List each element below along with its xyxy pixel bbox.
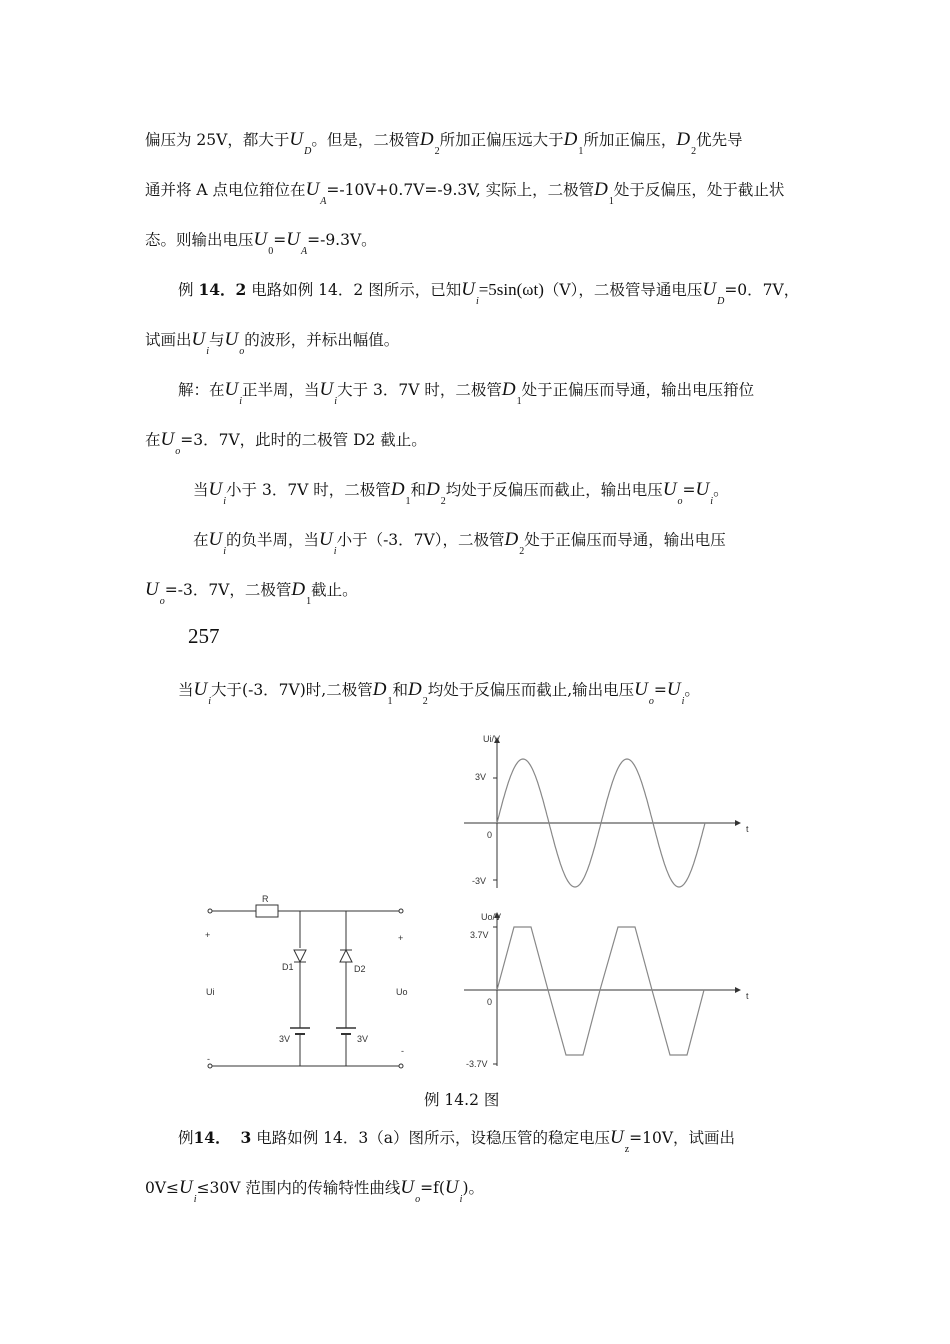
example-14-2-statement: 例 14．2 电路如例 14．2 图所示，已知$U_i=5\sin(\omega t)(V)$，二极管导通电压$U_D=0$．7V， <box>178 279 800 307</box>
battery-2-label: 3V <box>357 1034 369 1044</box>
solution-line-1: 解：在$U_i$正半周，当$U_i$大于 3．7V 时，二极管$D_1$处于正偏压而导通，输出电压箝位 <box>178 379 755 407</box>
uo-x-label: t <box>746 991 749 1001</box>
plus-right: + <box>398 933 404 943</box>
figure-caption: 例 14.2 图 <box>424 1091 500 1109</box>
d2-label: D2 <box>354 964 366 974</box>
input-label: Ui <box>206 987 215 997</box>
resistor-label: R <box>262 894 269 904</box>
solution-line-4: 在$U_i$的负半周，当$U_i$小于（-3．7V），二极管$D_2$处于正偏压而导通，输出电压 <box>193 529 726 557</box>
ui-tick-zero: 0 <box>487 830 493 840</box>
solution-line-6: 当$U_i$大于(-3．7V)时,二极管$D_1$和$D_2$均处于反偏压而截止,输出电压$U_o=U_i$。 <box>178 679 700 707</box>
output-waveform-plot <box>464 913 740 1066</box>
circuit-diagram <box>208 905 403 1068</box>
ui-y-label: Ui/V <box>483 734 501 744</box>
uo-tick-zero: 0 <box>487 997 493 1007</box>
terminal-out-bottom <box>399 1064 403 1068</box>
input-waveform-plot <box>464 738 740 888</box>
ui-tick-neg: -3V <box>472 876 487 886</box>
ui-sine-curve <box>497 759 705 887</box>
diode-d1-symbol <box>294 950 306 962</box>
terminal-in-top <box>208 909 212 913</box>
terminal-out-top <box>399 909 403 913</box>
output-label: Uo <box>396 987 408 997</box>
example-14-3-statement: 例14． 3 电路如例 14．3（a）图所示，设稳压管的稳定电压$U_z=10V$，试画出 <box>178 1127 736 1155</box>
page-number: 257 <box>188 624 220 648</box>
minus-left: - <box>207 1054 210 1064</box>
uo-tick-pos: 3.7V <box>470 930 489 940</box>
resistor-symbol <box>256 905 278 917</box>
minus-right: - <box>401 1046 404 1056</box>
solution-line-3: 当$U_i$小于 3．7V 时，二极管$D_1$和$D_2$均处于反偏压而截止，输出电压$U_o=U_i$。 <box>193 479 729 507</box>
uo-y-label: Uo/V <box>481 912 502 922</box>
uo-tick-neg: -3.7V <box>466 1059 488 1069</box>
text-line-2: 通并将 A 点电位箝位在$U_A=-10V+0.7V=-9.3V$, 实际上，二极管$D_1$处于反偏压，处于截止状 <box>145 179 785 207</box>
solution-line-5: $U_o=-3$．7V，二极管$D_1$截止。 <box>145 579 358 607</box>
d1-label: D1 <box>282 962 294 972</box>
text-line-3: 态。则输出电压$U_0=U_A=-9.3V$。 <box>145 229 377 257</box>
ui-tick-pos: 3V <box>475 772 487 782</box>
example-14-3-line-2: $0V\le U_i\le 30V$ 范围内的传输特性曲线$U_o=f(U_i)$。 <box>145 1177 484 1205</box>
ui-x-label: t <box>746 824 749 834</box>
text-line-5: 试画出$U_i$与$U_o$的波形，并标出幅值。 <box>145 329 400 357</box>
terminal-in-bottom <box>208 1064 212 1068</box>
plus-left: + <box>205 930 211 940</box>
battery-1-label: 3V <box>279 1034 291 1044</box>
diode-d2-symbol <box>340 950 352 962</box>
text-line-1: 偏压为 25V，都大于$U_D$。但是，二极管$D_2$所加正偏压远大于$D_1$所加正偏压，$D_2$优先导 <box>145 129 743 157</box>
solution-line-2: 在$U_o=3$．7V，此时的二极管 D2 截止。 <box>145 429 427 457</box>
uo-clipped-curve <box>497 927 704 1055</box>
